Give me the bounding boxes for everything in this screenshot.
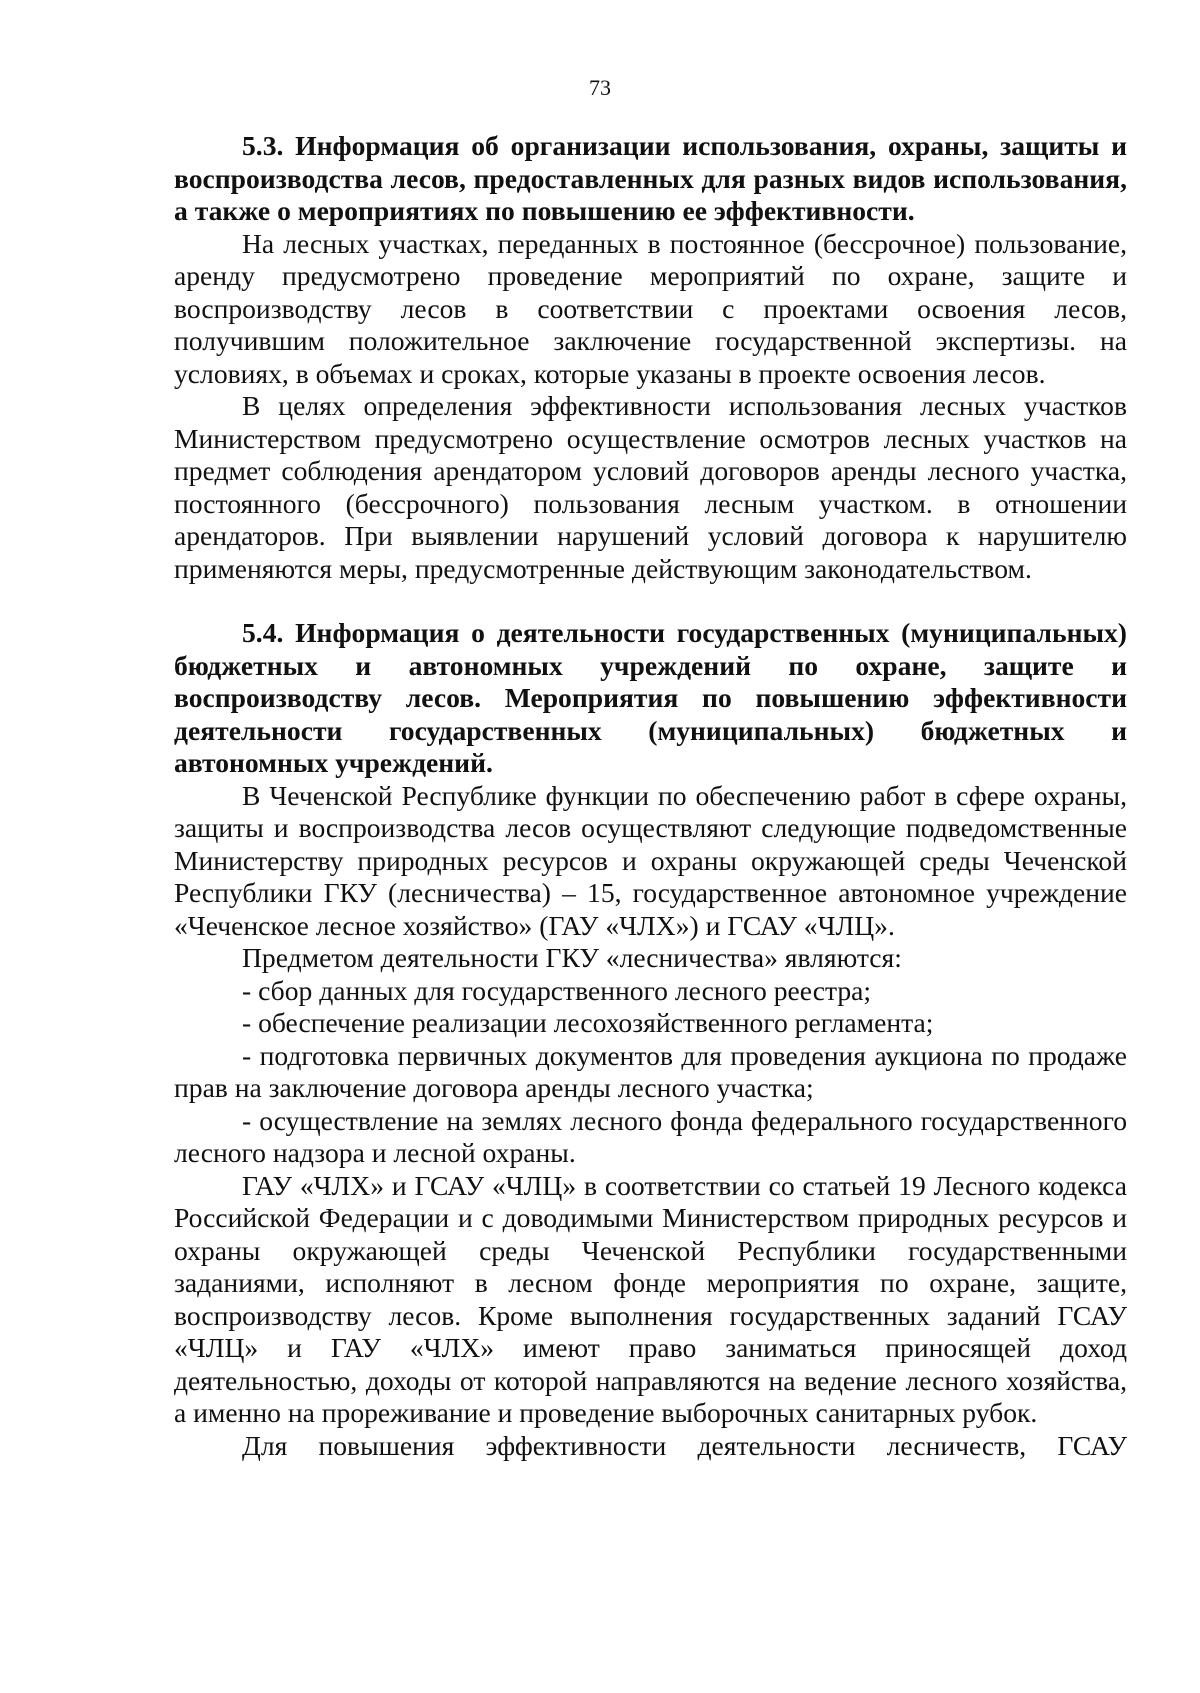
section-5-4-paragraph-1: В Чеченской Республике функции по обеспечению работ в сфере охраны, защиты и воспроизводства лесов осуществляют следующие подведомственные Министерству природных ресурсов и охраны окружающей среды Чеченской Республики ГКУ (лесничества) – 15, государственное автономное учреждение «Чеченское лесное хозяйство» (ГАУ «ЧЛХ») и ГСАУ «ЧЛЦ». — [174, 779, 1127, 941]
section-5-3-heading: 5.3. Информация об организации использования, охраны, защиты и воспроизводства лесов, предоставленных для разных видов использования, а также о мероприятиях по повышению ее эффективности. — [174, 130, 1127, 226]
section-5-4-heading: 5.4. Информация о деятельности государственных (муниципальных) бюджетных и автономных учреждений по охране, защите и воспроизводству лесов. Мероприятия по повышению эффективности деятельности государственных (муниципальных) бюджетных и автономных учреждений. — [174, 617, 1127, 778]
section-spacer — [174, 585, 1127, 617]
section-5-3-paragraph-2: В целях определения эффективности использования лесных участков Министерством предусмотрено осуществление осмотров лесных участков на предмет соблюдения арендатором условий договоров аренды лесного участка, постоянного (бессрочного) пользования лесным участком. в отношении арендаторов. При выявлении нарушений условий договора к нарушителю применяются меры, предусмотренные действующим законодательством. — [174, 390, 1127, 584]
section-5-3-paragraph-1: На лесных участках, переданных в постоянное (бессрочное) пользование, аренду предусмотрено проведение мероприятий по охране, защите и воспроизводству лесов в соответствии с проектами освоения лесов, получившим положительное заключение государственной экспертизы. на условиях, в объемах и сроках, которые указаны в проекте освоения лесов. — [174, 227, 1127, 389]
list-item-regulation: - обеспечение реализации лесохозяйственного регламента; — [242, 1007, 934, 1038]
section-5-4-paragraph-2: Предметом деятельности ГКУ «лесничества» являются: — [242, 942, 902, 973]
list-item-auction-documents: - подготовка первичных документов для проведения аукциона по продаже прав на заключение договора аренды лесного участка; — [174, 1039, 1127, 1103]
list-item-registry: - сбор данных для государственного лесного реестра; — [242, 974, 872, 1006]
section-5-4-paragraph-3: ГАУ «ЧЛХ» и ГСАУ «ЧЛЦ» в соответствии со статьей 19 Лесного кодекса Российской Федерации и с доводимыми Министерством природных ресурсов и охраны окружающей среды Чеченской Республики государственными заданиями, исполняют в лесном фонде мероприятия по охране, защите, воспроизводству лесов. Кроме выполнения государственных заданий ГСАУ «ЧЛЦ» и ГАУ «ЧЛХ» имеют право заниматься приносящей доход деятельностью, доходы от которой направляются на ведение лесного хозяйства, а именно на прореживание и проведение выборочных санитарных рубок. — [174, 1169, 1127, 1428]
document-body — [174, 130, 1127, 1462]
list-item-forest-supervision: - осуществление на землях лесного фонда федерального государственного лесного надзора и лесной охраны. — [174, 1104, 1127, 1168]
page-number: 73 — [589, 75, 611, 100]
section-5-4-paragraph-4: Для повышения эффективности деятельности лесничеств, ГСАУ — [242, 1429, 1127, 1461]
